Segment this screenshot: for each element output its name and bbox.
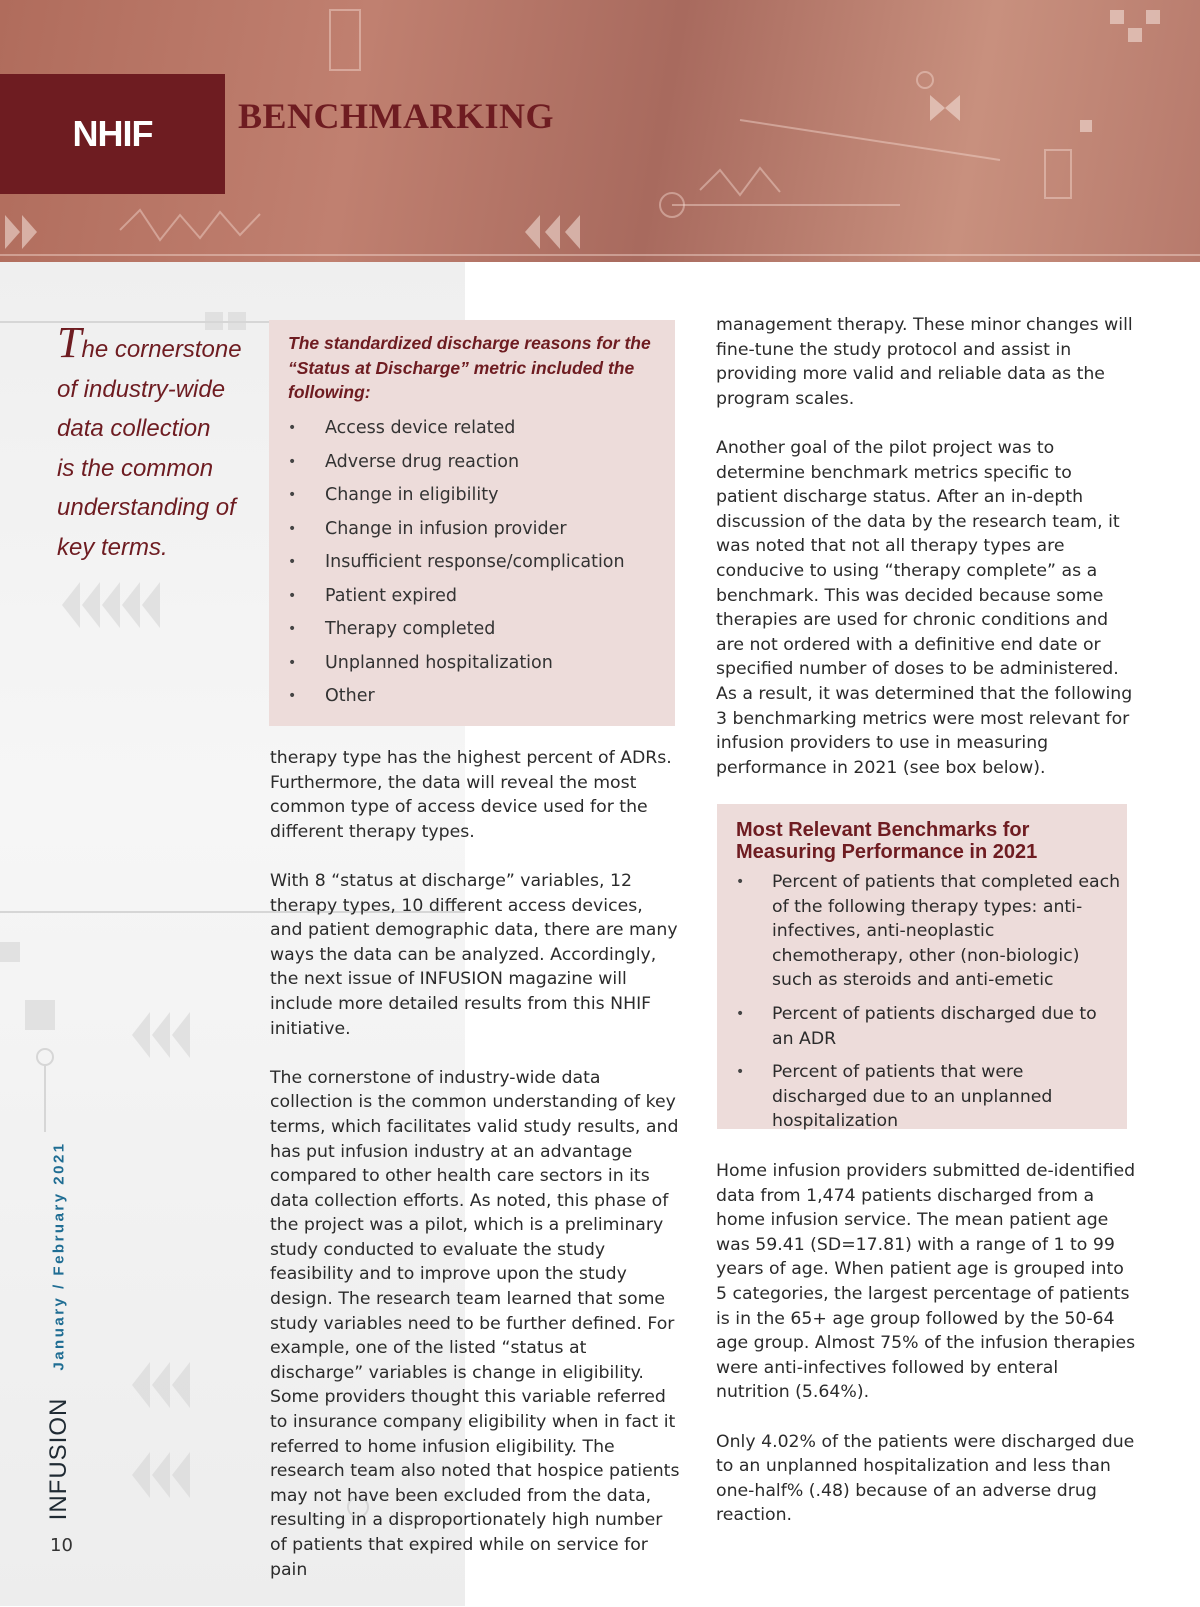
right-column-top — [716, 313, 1136, 805]
body-paragraph: The cornerstone of industry-wide data collection is the common understanding of key terms, which facilitates valid study results, and has put infusion industry at an advantage compared to other health care sectors in its data collection efforts. As noted, this phase of the project was a pilot, which is a preliminary study conducted to evaluate the study feasibility and to improve upon the study design. The research team learned that some study variables need to be further defined. For example, one of the listed “status at discharge” variables is change in eligibility. Some providers thought this variable referred to insurance company eligibility when in fact it referred to home infusion eligibility. The research team also noted that hospice patients may not have been excluded from the data, resulting in a disproportionately high number of patients that expired while on service for pain — [270, 1067, 680, 1580]
magazine-name: INFUSION — [45, 1397, 72, 1521]
page-number: 10 — [50, 1535, 73, 1556]
list-item: • Insufficient response/complication — [288, 546, 663, 580]
pull-quote-line: understanding of — [57, 494, 236, 521]
benchmarks-list — [736, 870, 1121, 1143]
body-paragraph: With 8 “status at discharge” variables, 12 therapy types, 10 different access devices, and patient demographic data, there are many ways the data can be analyzed. Accordingly, the next issue of INFUSION magazine will include more detailed results from this NHIF initiative. — [270, 870, 678, 1039]
pull-quote-line: data collection — [57, 415, 211, 442]
pull-quote-line: is the common — [57, 454, 214, 482]
body-paragraph: Home infusion providers submitted de-identified data from 1,474 patients discharged from a home infusion service. The mean patient age was 59.41 (SD=17.81) with a range of 1 to 99 years of age. When patient age is grouped into 5 categories, the largest percentage of patients is in the 65+ age group followed by the 50-64 age group. Almost 75% of the infusion therapies were anti-infectives followed by enteral nutrition (5.64%). — [716, 1161, 1136, 1403]
pull-quote-dropcap: T — [57, 318, 82, 367]
list-item: • Therapy completed — [288, 613, 663, 647]
list-item: • Unplanned hospitalization — [288, 647, 663, 681]
list-item: • Adverse drug reaction — [288, 446, 663, 480]
pull-quote-line: he cornerstone — [81, 336, 242, 363]
logo-block — [0, 74, 225, 194]
issue-date: January / February 2021 — [50, 1141, 68, 1371]
list-item: • Access device related — [288, 412, 663, 446]
list-item: • Patient expired — [288, 580, 663, 614]
list-item: • Change in infusion provider — [288, 513, 663, 547]
pull-quote — [57, 318, 247, 567]
body-paragraph: Another goal of the pilot project was to determine benchmark metrics specific to patient discharge status. After an in-depth discussion of the data by the research team, it was noted that not all therapy types are conducive to using “therapy complete” as a benchmark. This was decided because some therapies are used for chronic conditions and are not ordered with a definitive end date or specified number of doses to be administered. As a result, it was determined that the following 3 benchmarking metrics were most relevant for infusion providers to use in measuring performance in 2021 (see box below). — [716, 437, 1133, 778]
list-item: • Percent of patients that were discharged due to an unplanned hospitalization — [736, 1060, 1121, 1134]
discharge-reasons-list — [288, 412, 663, 714]
nhif-logo: NHIF — [72, 113, 153, 154]
pull-quote-line: key terms. — [57, 533, 168, 561]
list-item: • Change in eligibility — [288, 479, 663, 513]
middle-column — [270, 746, 680, 1607]
discharge-reasons-heading: The standardized discharge reasons for the “Status at Discharge” metric included the following: — [288, 333, 651, 402]
section-title: BENCHMARKING — [238, 96, 555, 136]
pull-quote-line: of industry-wide — [57, 375, 226, 403]
list-item: • Percent of patients discharged due to an ADR — [736, 1002, 1121, 1051]
benchmarks-box-title: Most Relevant Benchmarks for Measuring Performance in 2021 — [736, 819, 1038, 863]
list-item: • Other — [288, 680, 663, 714]
right-column-bottom — [716, 1159, 1136, 1553]
body-paragraph: therapy type has the highest percent of ADRs. Furthermore, the data will reveal the most common type of access device used for the different therapy types. — [270, 748, 672, 842]
body-paragraph: management therapy. These minor changes will fine-tune the study protocol and assist in providing more valid and reliable data as the program scales. — [716, 315, 1133, 409]
body-paragraph: Only 4.02% of the patients were discharged due to an unplanned hospitalization and less than one-half% (.48) because of an adverse drug reaction. — [716, 1431, 1135, 1526]
list-item: • Percent of patients that completed each of the following therapy types: anti-infectives, anti-neoplastic chemotherapy, other (non-biologic) such as steroids and anti-emetic — [736, 870, 1121, 993]
